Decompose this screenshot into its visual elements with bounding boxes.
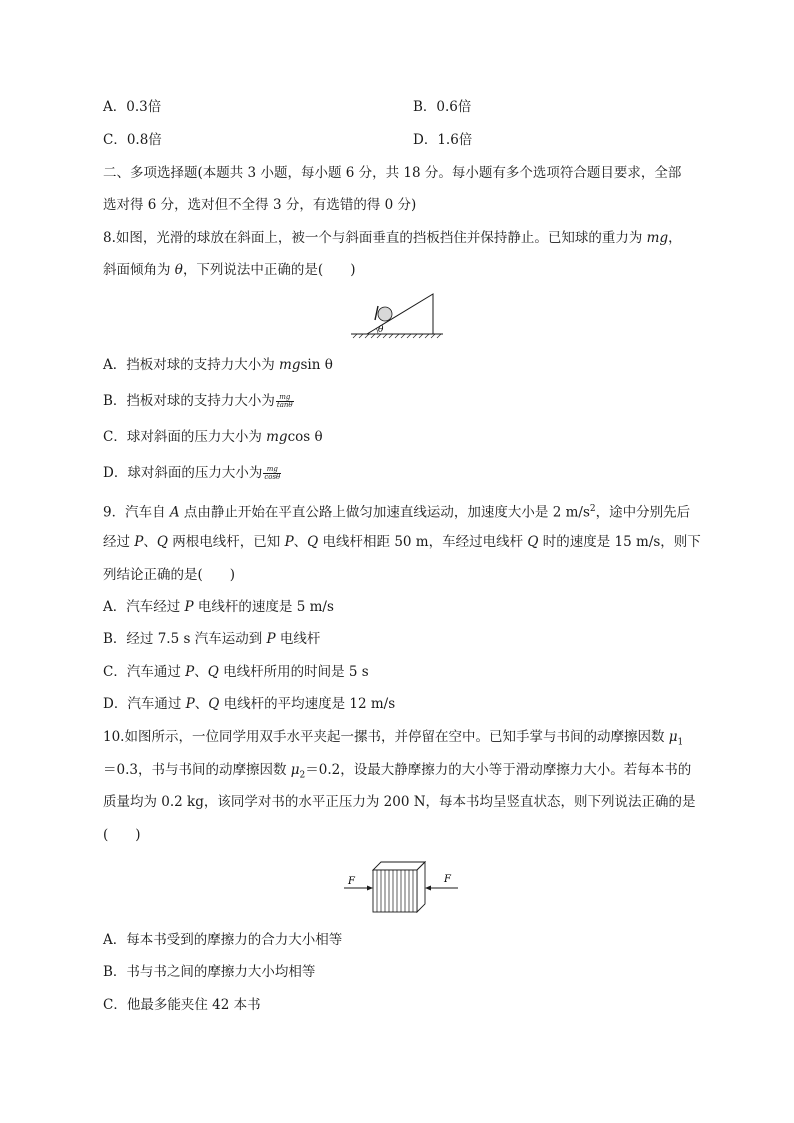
q9-option-a	[103, 597, 334, 617]
section2-line2: 选对得 6 分，选对但不全得 3 分，有选错的得 0 分)	[103, 197, 417, 213]
q8-stem-comma: ，	[668, 230, 682, 246]
q9-sep: 、	[293, 534, 308, 550]
q9-stem-line1	[103, 499, 690, 523]
q9-superscript: 2	[589, 504, 596, 514]
q9-sep: 、	[194, 664, 208, 680]
q9-pole-q: Q	[208, 696, 220, 712]
q9-text: 点由静止开始在平直公路上做匀加速直线运动，加速度大小是 2 m/s	[179, 504, 590, 521]
q9-sep: 、	[143, 534, 157, 550]
q9-stem-line2	[103, 532, 701, 552]
q10-text: 10.如图所示，一位同学用双手水平夹起一摞书，并停留在空中。已知手掌与书间的动摩擦因数	[103, 729, 669, 745]
q8-stem-text3: ，下列说法中正确的是( )	[182, 262, 356, 278]
q8-option-a-math: mg	[279, 357, 301, 373]
q10-stem-line4: ( )	[103, 827, 141, 843]
q9-text: 两根电线杆，已知	[167, 534, 285, 550]
baffle-board	[375, 306, 378, 320]
q9-option-c-text: 电线杆所用的时间是 5 s	[218, 664, 369, 680]
q9-option-c-text: C．汽车通过	[103, 664, 186, 680]
q10-mu: μ	[668, 729, 678, 745]
q9-text: 时的速度是 15 m/s，则下	[538, 534, 701, 550]
q9-option-b-text: 电线杆	[275, 631, 321, 647]
q10-sub: 2	[299, 770, 306, 781]
q9-option-d-text: 电线杆的平均速度是 12 m/s	[219, 696, 396, 712]
q7-option-b: B．0.6倍	[413, 99, 472, 115]
q9-pole-p: P	[184, 599, 194, 615]
q8-option-d-text: D．球对斜面的压力大小为	[103, 465, 263, 481]
q8-option-d	[103, 463, 281, 483]
q8-stem-text: 8.如图，光滑的球放在斜面上，被一个与斜面垂直的挡板挡住并保持静止。已知球的重力为	[103, 230, 647, 246]
q9-option-b-text: B．经过 7.5 s 汽车运动到	[103, 631, 267, 647]
q10-stem-line3: 质量均为 0.2 kg，该同学对书的水平正压力为 200 N，每本书均呈竖直状态，则下列说法正确的是	[103, 794, 696, 810]
angle-label: θ	[378, 325, 384, 335]
book-top-face	[373, 862, 425, 870]
q10-option-b: B．书与书之间的摩擦力大小均相等	[103, 964, 316, 980]
q9-option-d-text: D．汽车通过	[103, 696, 186, 712]
q8-stem-line2	[103, 260, 355, 280]
q9-sep: 、	[194, 696, 209, 712]
q8-stem-line1	[103, 228, 682, 248]
q10-mu: μ	[290, 762, 300, 778]
q9-option-a-text: A．汽车经过	[103, 599, 185, 615]
book-side-face	[417, 862, 425, 912]
q9-pole-q: Q	[207, 664, 219, 680]
book-stack-figure	[340, 858, 462, 916]
q8-theta: θ	[174, 262, 183, 278]
q7-option-a: A．0.3倍	[103, 99, 162, 115]
q9-pole-q: Q	[156, 534, 168, 550]
q9-pole-q: Q	[527, 534, 539, 550]
fraction-denominator: tanθ	[276, 401, 293, 409]
q10-stem-line2	[103, 760, 691, 786]
q9-text: 经过	[103, 534, 135, 550]
q8-option-c-tail: cos θ	[287, 429, 323, 445]
right-force-label: F	[444, 874, 451, 885]
q9-pole-p: P	[185, 664, 195, 680]
left-arrowhead	[367, 886, 373, 891]
q9-pole-q: Q	[307, 534, 319, 550]
q8-option-c	[103, 427, 323, 447]
q9-pole-p: P	[185, 696, 195, 712]
q9-text: ，途中分别先后	[595, 504, 691, 521]
q8-stem-text2: 斜面倾角为	[103, 262, 175, 278]
q8-option-b-text: B．挡板对球的支持力大小为	[103, 393, 275, 409]
q8-option-b	[103, 391, 294, 411]
q10-text: ＝0.3，书与书间的动摩擦因数	[103, 762, 291, 778]
q8-option-c-math: mg	[266, 429, 288, 445]
q10-text: ＝0.2，设最大静摩擦力的大小等于滑动摩擦力大小。若每本书的	[305, 762, 692, 778]
fraction-denominator: cosθ	[264, 473, 281, 481]
q8-option-b-fraction	[276, 394, 294, 409]
q9-text: 电线杆相距 50 m，车经过电线杆	[318, 534, 528, 550]
left-force-label: F	[348, 876, 355, 887]
q9-option-b	[103, 629, 320, 649]
q8-option-a	[103, 355, 333, 375]
q8-option-a-tail: sin θ	[300, 357, 333, 373]
q8-option-a-text: A．挡板对球的支持力大小为	[103, 357, 280, 373]
q10-stem-line1	[103, 727, 683, 753]
q9-pole-p: P	[284, 534, 294, 550]
ball	[378, 307, 392, 321]
incline-ball-figure	[345, 288, 450, 340]
q10-option-a: A．每本书受到的摩擦力的合力大小相等	[103, 932, 343, 948]
q7-option-c: C．0.8倍	[103, 132, 162, 148]
ground-hatch	[353, 334, 441, 338]
q9-option-a-text: 电线杆的速度是 5 m/s	[193, 599, 334, 615]
q9-option-d	[103, 694, 395, 714]
q10-sub: 1	[677, 737, 684, 748]
q8-option-c-text: C．球对斜面的压力大小为	[103, 429, 267, 445]
q9-point-a: A	[169, 504, 180, 521]
fraction-numerator: mg	[263, 466, 281, 474]
q9-option-c	[103, 662, 369, 682]
q7-option-d: D．1.6倍	[413, 132, 473, 148]
q10-option-c: C．他最多能夹住 42 本书	[103, 997, 261, 1013]
q9-text: 9．汽车自	[103, 504, 170, 521]
q8-option-d-fraction	[263, 466, 281, 481]
q8-mg: mg	[646, 230, 669, 246]
q9-stem-line3: 列结论正确的是( )	[103, 567, 236, 583]
section2-line1: 二、多项选择题(本题共 3 小题，每小题 6 分，共 18 分。每小题有多个选项符合题目要求，全部	[103, 165, 682, 181]
right-arrowhead	[425, 886, 431, 891]
book-front-face	[373, 870, 417, 912]
q9-pole-p: P	[266, 631, 276, 647]
fraction-numerator: mg	[276, 394, 294, 402]
q9-pole-p: P	[134, 534, 144, 550]
